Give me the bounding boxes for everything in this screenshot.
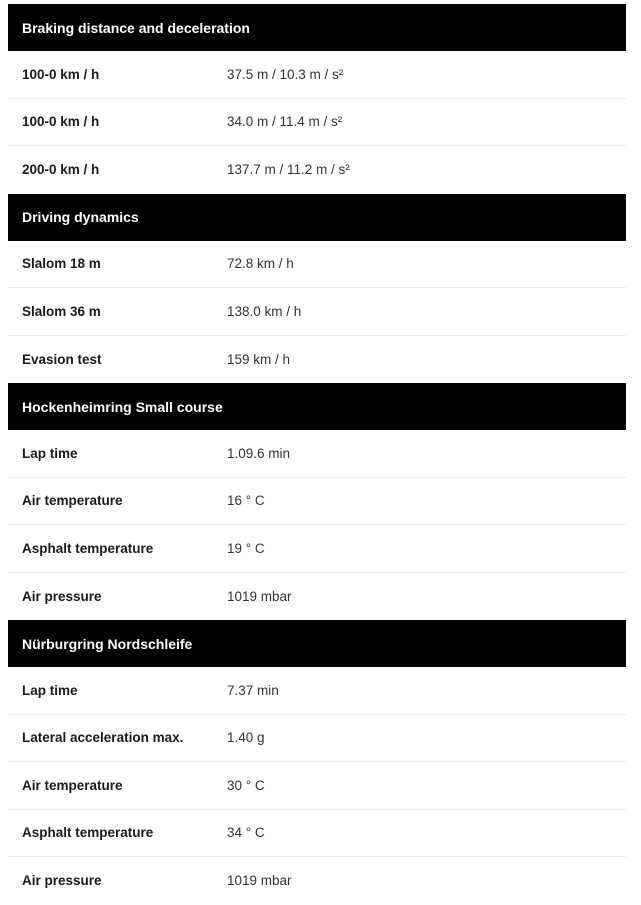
table-row xyxy=(8,241,626,289)
section-header-nurburgring: Nürburgring Nordschleife xyxy=(8,620,626,667)
row-value: 7.37 min xyxy=(227,682,279,698)
table-row xyxy=(8,51,626,99)
row-label: Air pressure xyxy=(22,873,102,889)
row-value: 1019 mbar xyxy=(227,873,292,889)
section-header-braking: Braking distance and deceleration xyxy=(8,4,626,51)
table-row xyxy=(8,288,626,336)
row-label: Air pressure xyxy=(22,588,102,604)
table-row xyxy=(8,667,626,715)
table-row xyxy=(8,525,626,573)
row-value: 16 ° C xyxy=(227,493,265,509)
row-label: 200-0 km / h xyxy=(22,162,100,178)
row-label: Lap time xyxy=(22,445,78,461)
row-label: Lap time xyxy=(22,682,78,698)
row-value: 138.0 km / h xyxy=(227,303,302,319)
table-row xyxy=(8,99,626,147)
row-label: Asphalt temperature xyxy=(22,540,154,556)
row-value: 137.7 m / 11.2 m / s² xyxy=(227,162,350,178)
table-row xyxy=(8,715,626,763)
row-label: Slalom 36 m xyxy=(22,303,101,319)
row-value: 1.09.6 min xyxy=(227,445,291,461)
row-value: 34.0 m / 11.4 m / s² xyxy=(227,114,343,130)
table-row xyxy=(8,336,626,384)
row-label: 100-0 km / h xyxy=(22,66,100,82)
row-value: 37.5 m / 10.3 m / s² xyxy=(227,66,344,82)
row-label: Air temperature xyxy=(22,777,123,793)
row-value: 1019 mbar xyxy=(227,588,292,604)
row-label: Slalom 18 m xyxy=(22,256,101,272)
row-value: 1.40 g xyxy=(227,730,265,746)
specs-table xyxy=(8,4,626,905)
row-label: Evasion test xyxy=(22,351,102,367)
row-value: 159 km / h xyxy=(227,351,291,367)
row-value: 34 ° C xyxy=(227,825,265,841)
row-label: Lateral acceleration max. xyxy=(22,730,184,746)
section-header-hockenheimring: Hockenheimring Small course xyxy=(8,383,626,430)
row-value: 72.8 km / h xyxy=(227,256,294,272)
table-row xyxy=(8,762,626,810)
table-row xyxy=(8,573,626,621)
table-row xyxy=(8,857,626,905)
table-row xyxy=(8,478,626,526)
row-label: Air temperature xyxy=(22,493,123,509)
section-header-driving-dynamics: Driving dynamics xyxy=(8,194,626,241)
row-label: 100-0 km / h xyxy=(22,114,100,130)
row-value: 30 ° C xyxy=(227,777,265,793)
table-row xyxy=(8,146,626,194)
table-row xyxy=(8,810,626,858)
table-row xyxy=(8,430,626,478)
row-label: Asphalt temperature xyxy=(22,825,154,841)
row-value: 19 ° C xyxy=(227,540,265,556)
